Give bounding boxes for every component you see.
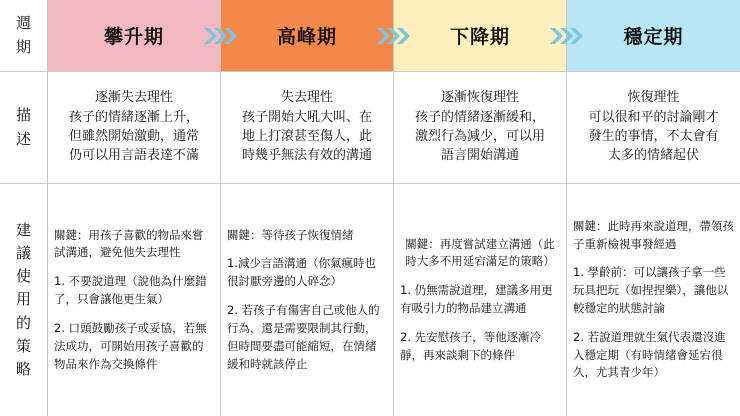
strategy-falling <box>394 184 567 416</box>
description-stable <box>567 72 740 184</box>
row-label-char: 使 <box>15 267 31 286</box>
stage-header-peak: 高峰期 <box>221 0 394 72</box>
row-label-char: 策 <box>15 336 31 355</box>
strategy-item: 2. 口頭鼓勵孩子或妥協，若無法成功，可開始用孩子喜歡的物品來作為交換條件 <box>54 320 207 371</box>
row-label-description <box>0 72 48 184</box>
description-line: 仍可以用言語表達不滿 <box>68 147 199 163</box>
stage-header-stable: 穩定期 <box>567 0 740 72</box>
description-peak <box>221 72 394 184</box>
corner-char: 期 <box>15 37 31 56</box>
strategy-item: 1. 仍無需說道理，建議多用更有吸引力的物品建立溝通 <box>400 283 553 315</box>
strategy-item: 2. 先安慰孩子，等他逐漸冷靜，再來談剩下的條件 <box>400 329 542 362</box>
row-label-strategy <box>0 184 48 416</box>
chevron-arrows-icon <box>550 25 584 47</box>
strategy-item: 2. 若說道理就生氣代表還沒進入穩定期（有時情緒會延宕很久，尤其青少年） <box>573 329 726 380</box>
description-title: 逐漸失去理性 <box>94 90 173 106</box>
strategy-stable <box>567 184 740 416</box>
description-rising <box>48 72 221 184</box>
strategy-item: 1. 不要說道理（說他為什麼錯了，只會讓他更生氣） <box>54 274 207 307</box>
strategy-key: 關鍵：再度嘗試建立溝通（此時大多不用延宕滿足的策略） <box>405 236 555 269</box>
row-label-char: 用 <box>15 290 31 309</box>
corner-char: 週 <box>15 14 31 33</box>
strategy-peak <box>221 184 394 416</box>
description-line: 但雖然開始激動，通常 <box>68 129 199 144</box>
description-line: 語言開始溝通 <box>440 147 519 163</box>
row-label-char: 略 <box>15 360 31 379</box>
stage-header-falling: 下降期 <box>394 0 567 72</box>
strategy-item: 1. 學齡前：可以讓孩子拿一些玩具把玩（如捏捏樂），讓他以較穩定的狀態討論 <box>573 265 729 315</box>
strategy-item: 1.減少言語溝通（你氣瘋時也很討厭旁邊的人碎念） <box>227 256 376 289</box>
row-label-char: 議 <box>15 243 31 262</box>
description-title: 失去理性 <box>280 90 333 106</box>
row-label-char: 述 <box>15 129 31 148</box>
strategy-key: 關鍵：等待孩子恢復情緒 <box>227 227 354 242</box>
description-line: 孩子的情緒逐漸上升， <box>68 110 199 126</box>
strategy-key: 關鍵：此時再來說道理，帶領孩子重新檢視事發經過 <box>573 218 734 251</box>
description-line: 激烈行為減少，可以用 <box>414 129 545 144</box>
description-title: 恢復理性 <box>627 90 680 106</box>
chevron-arrows-icon <box>204 25 238 47</box>
strategy-item: 2. 若孩子有傷害自己或他人的行為，還是需要限制其行動，但時間要盡可能縮短，在情緒緩和時就該停止 <box>227 303 380 371</box>
row-label-char: 描 <box>15 106 31 125</box>
description-line: 孩子的情緒逐漸緩和， <box>414 110 545 126</box>
row-label-char: 的 <box>15 313 31 332</box>
chevron-arrows-icon <box>377 25 411 47</box>
strategy-key: 關鍵：用孩子喜歡的物品來嘗試溝通，避免他失去理性 <box>54 227 204 260</box>
description-line: 發生的事情，不太會有 <box>588 129 719 144</box>
corner-label <box>0 0 48 72</box>
description-line: 時幾乎無法有效的溝通 <box>241 147 372 163</box>
stage-header-rising: 攀升期 <box>48 0 221 72</box>
row-label-char: 建 <box>15 220 31 239</box>
description-line: 可以很和平的討論剛才 <box>588 110 719 126</box>
description-line: 孩子開始大吼大叫、在 <box>241 110 372 126</box>
description-line: 太多的情緒起伏 <box>607 147 699 163</box>
description-line: 地上打滾甚至傷人，此 <box>241 129 372 144</box>
description-falling <box>394 72 567 184</box>
description-title: 逐漸恢復理性 <box>440 90 519 106</box>
strategy-rising <box>48 184 221 416</box>
